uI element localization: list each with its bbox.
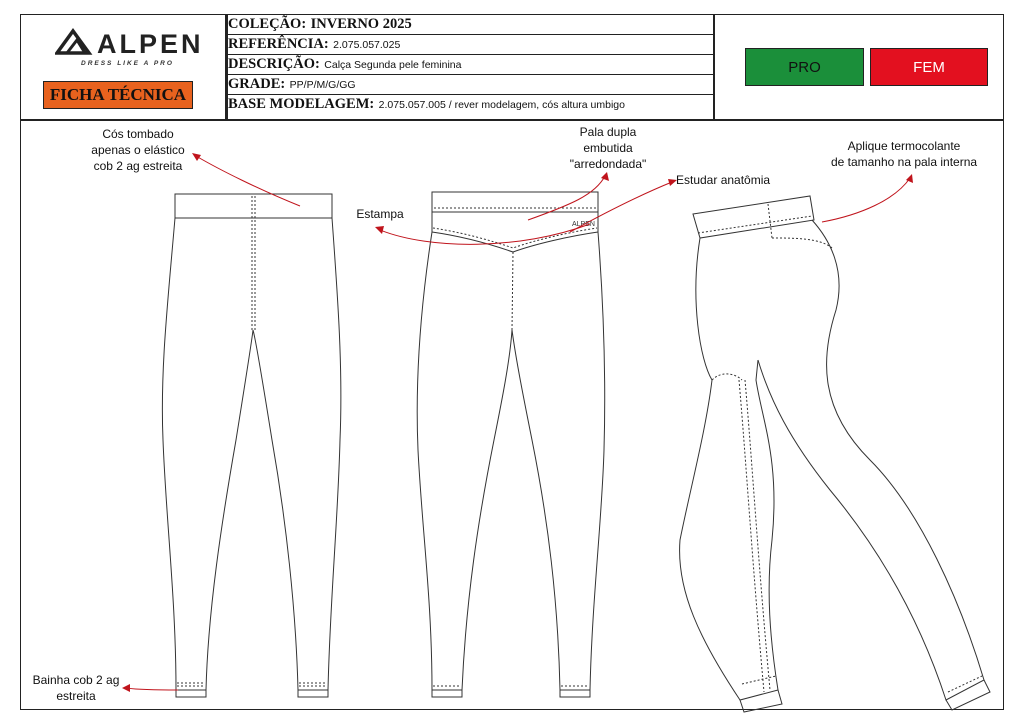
note-estampa (345, 206, 415, 222)
note-aplique-line: de tamanho na pala interna (830, 155, 978, 169)
note-pala (548, 124, 668, 172)
arrow-pala (528, 176, 605, 220)
descricao-value: Calça Segunda pele feminina (324, 59, 462, 71)
note-estampa-line: Estampa (356, 207, 404, 221)
base-value: 2.075.057.005 / rever modelagem, cós altura umbigo (378, 99, 625, 111)
colecao-label: COLEÇÃO: (228, 16, 307, 32)
base-label: BASE MODELAGEM: (228, 96, 375, 112)
note-bainha (24, 672, 128, 704)
colecao-value: INVERNO 2025 (310, 16, 412, 32)
note-anatomia (676, 172, 792, 188)
note-aplique (812, 138, 996, 170)
arrow-bainha (126, 688, 178, 690)
svg-text:ALPEN: ALPEN (572, 221, 595, 228)
brand-name: ALPEN (97, 29, 204, 59)
arrow-estampa (380, 224, 590, 244)
arrow-cos (196, 156, 300, 206)
side-view-leggings (680, 196, 990, 712)
note-pala-line: "arredondada" (569, 157, 647, 171)
note-anatomia-line: Estudar anatômia (676, 173, 771, 187)
grade-label: GRADE: (228, 76, 286, 92)
arrow-estampa-head (375, 226, 384, 234)
brand-tagline: DRESS LIKE A PRO (81, 60, 174, 67)
note-cos-line: cob 2 ag estreita (93, 159, 183, 173)
descricao-label: DESCRIÇÃO: (228, 56, 320, 72)
referencia-value: 2.075.057.025 (333, 39, 401, 51)
annotation-arrows (122, 153, 913, 692)
note-bainha-line: estreita (56, 689, 96, 703)
note-aplique-line: Aplique termocolante (847, 139, 961, 153)
grade-value: PP/P/M/G/GG (289, 79, 356, 91)
note-bainha-line: Bainha cob 2 ag (32, 673, 120, 687)
referencia-label: REFERÊNCIA: (228, 36, 329, 52)
note-pala-line: Pala dupla (579, 125, 637, 139)
note-pala-line: embutida (583, 141, 633, 155)
note-cos-line: Cós tombado (102, 127, 174, 141)
note-cos-line: apenas o elástico (91, 143, 185, 157)
pro-badge: PRO (745, 48, 864, 86)
note-cos (68, 126, 208, 174)
ficha-tecnica-label: FICHA TÉCNICA (43, 81, 193, 109)
fem-badge: FEM (870, 48, 988, 86)
front-view-leggings (162, 194, 341, 697)
back-view-leggings (417, 192, 605, 697)
arrow-aplique (822, 178, 910, 222)
